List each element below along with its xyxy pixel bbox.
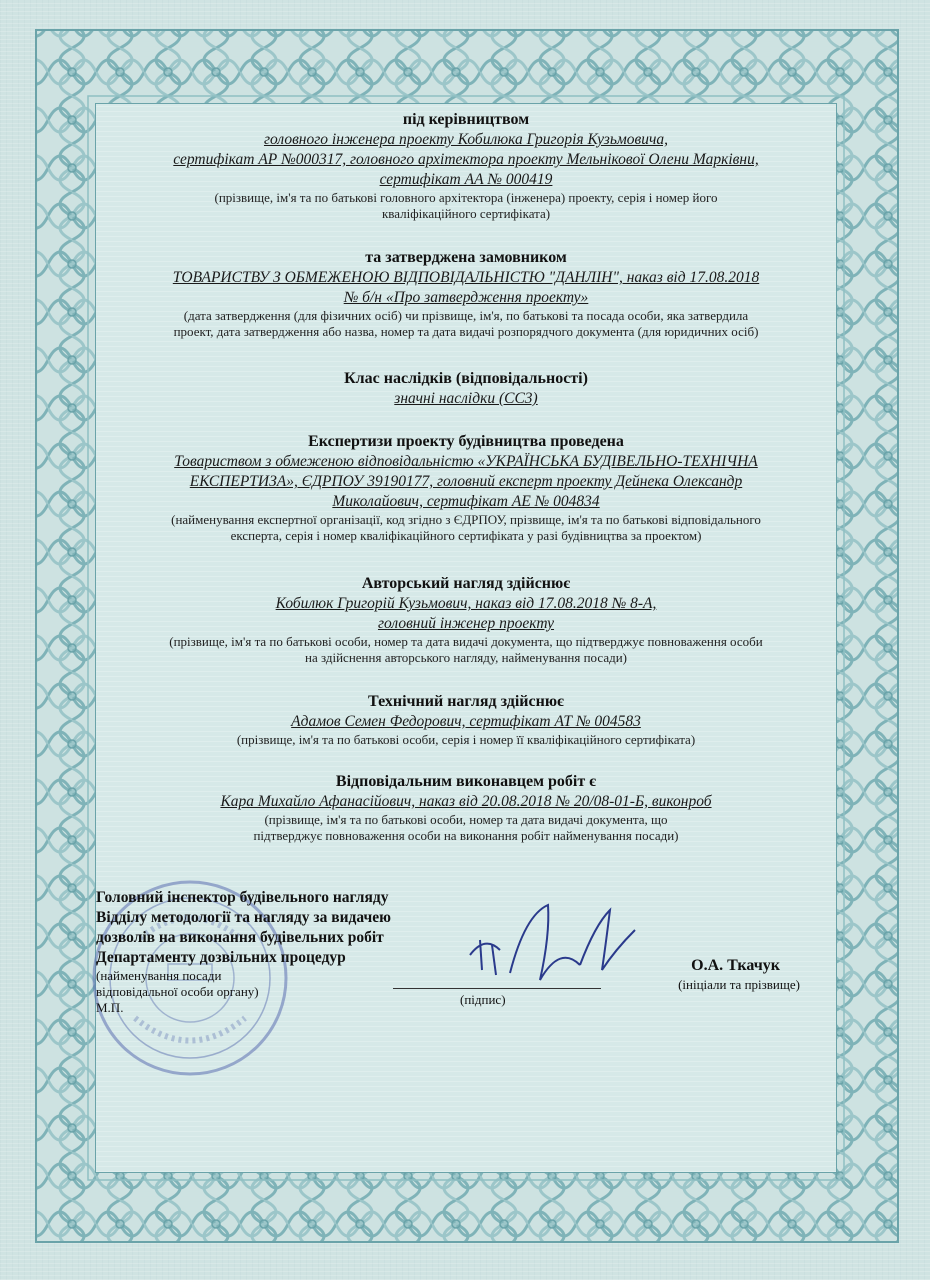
section-note: на здійснення авторського нагляду, найменування посади)	[305, 650, 627, 665]
section-heading: Авторський нагляд здійснює	[361, 575, 571, 592]
section-note: (найменування експертної організації, код згідно з ЄДРПОУ, прізвище, ім'я та по батькові відповідального	[171, 512, 761, 527]
signature-line	[393, 988, 601, 989]
section-line: головний інженер проекту	[377, 615, 555, 632]
section-line: Адамов Семен Федорович, сертифікат АТ № 004583	[291, 713, 641, 730]
section-heading: та затверджена замовником	[365, 249, 567, 266]
position-note: відповідальної особи органу)	[96, 984, 259, 999]
section-line: значні наслідки (СС3)	[394, 390, 538, 407]
section-supervision	[96, 110, 836, 222]
inspector-title-line: Головний інспектор будівельного нагляду	[96, 889, 389, 906]
signatory-name-caption: (ініціали та прізвище)	[678, 977, 800, 992]
section-technical-supervision	[96, 692, 836, 748]
section-heading: Клас наслідків (відповідальності)	[344, 370, 588, 387]
section-line: Кобилюк Григорій Кузьмович, наказ від 17.08.2018 № 8-А,	[275, 595, 657, 612]
inspector-title-line: Департаменту дозвільних процедур	[96, 949, 346, 966]
section-line: Миколайович, сертифікат АЕ № 004834	[332, 493, 600, 510]
section-line: Кара Михайло Афанасійович, наказ від 20.08.2018 № 20/08-01-Б, виконроб	[220, 793, 712, 810]
section-line: сертифікат АР №000317, головного архітектора проекту Мельнікової Олени Марківни,	[173, 151, 759, 168]
section-note: підтверджує повноваження особи на виконання робіт найменування посади)	[253, 828, 679, 843]
signature-caption: (підпис)	[460, 992, 506, 1007]
inspector-title-line: Відділу методології та нагляду за видачею	[96, 909, 391, 926]
section-line: Товариством з обмеженою відповідальністю «УКРАЇНСЬКА БУДІВЕЛЬНО-ТЕХНІЧНА	[174, 453, 758, 470]
section-heading: Технічний нагляд здійснює	[368, 693, 564, 710]
section-heading: Експертизи проекту будівництва проведена	[308, 433, 624, 450]
section-note: експерта, серія і номер кваліфікаційного сертифіката у разі будівництва за проектом)	[230, 528, 702, 543]
section-line: головного інженера проекту Кобилюка Григорія Кузьмовича,	[263, 131, 669, 148]
section-note: (дата затвердження (для фізичних осіб) чи прізвище, ім'я, по батькові та посада особи, яка затвердила	[183, 308, 749, 323]
section-author-supervision	[96, 574, 836, 666]
signatory-name: О.А. Ткачук	[691, 957, 780, 974]
section-line: сертифікат АА № 000419	[379, 171, 553, 188]
section-note: проект, дата затвердження або назва, номер та дата видачі розпорядчого документа (для юридичних осіб)	[173, 324, 759, 339]
section-line: ТОВАРИСТВУ З ОБМЕЖЕНОЮ ВІДПОВІДАЛЬНІСТЮ "ДАНЛІН", наказ від 17.08.2018	[172, 269, 760, 286]
section-line: ЕКСПЕРТИЗА», ЄДРПОУ 39190177, головний експерт проекту Дейнека Олександр	[189, 473, 743, 490]
section-note: (прізвище, ім'я та по батькові особи, серія і номер її кваліфікаційного сертифіката)	[236, 732, 696, 747]
position-note: (найменування посади	[96, 968, 222, 983]
section-note: кваліфікаційного сертифіката)	[381, 206, 551, 221]
seal-label: М.П.	[96, 1000, 124, 1015]
section-note: (прізвище, ім'я та по батькові особи, номер та дата видачі документа, що	[264, 812, 668, 827]
section-line: № б/н «Про затвердження проекту»	[343, 289, 589, 306]
section-responsible-contractor	[96, 772, 836, 844]
section-approval	[96, 248, 836, 340]
inspector-title-line: дозволів на виконання будівельних робіт	[96, 929, 384, 946]
section-heading: під керівництвом	[402, 111, 530, 128]
section-note: (прізвище, ім'я та по батькові особи, номер та дата видачі документа, що підтверджує повноваження особи	[169, 634, 763, 649]
section-expertise	[96, 432, 836, 544]
handwritten-signature	[430, 895, 660, 995]
section-note: (прізвище, ім'я та по батькові головного архітектора (інженера) проекту, серія і номер його	[214, 190, 718, 205]
section-consequence-class	[96, 369, 836, 409]
section-heading: Відповідальним виконавцем робіт є	[335, 773, 597, 790]
